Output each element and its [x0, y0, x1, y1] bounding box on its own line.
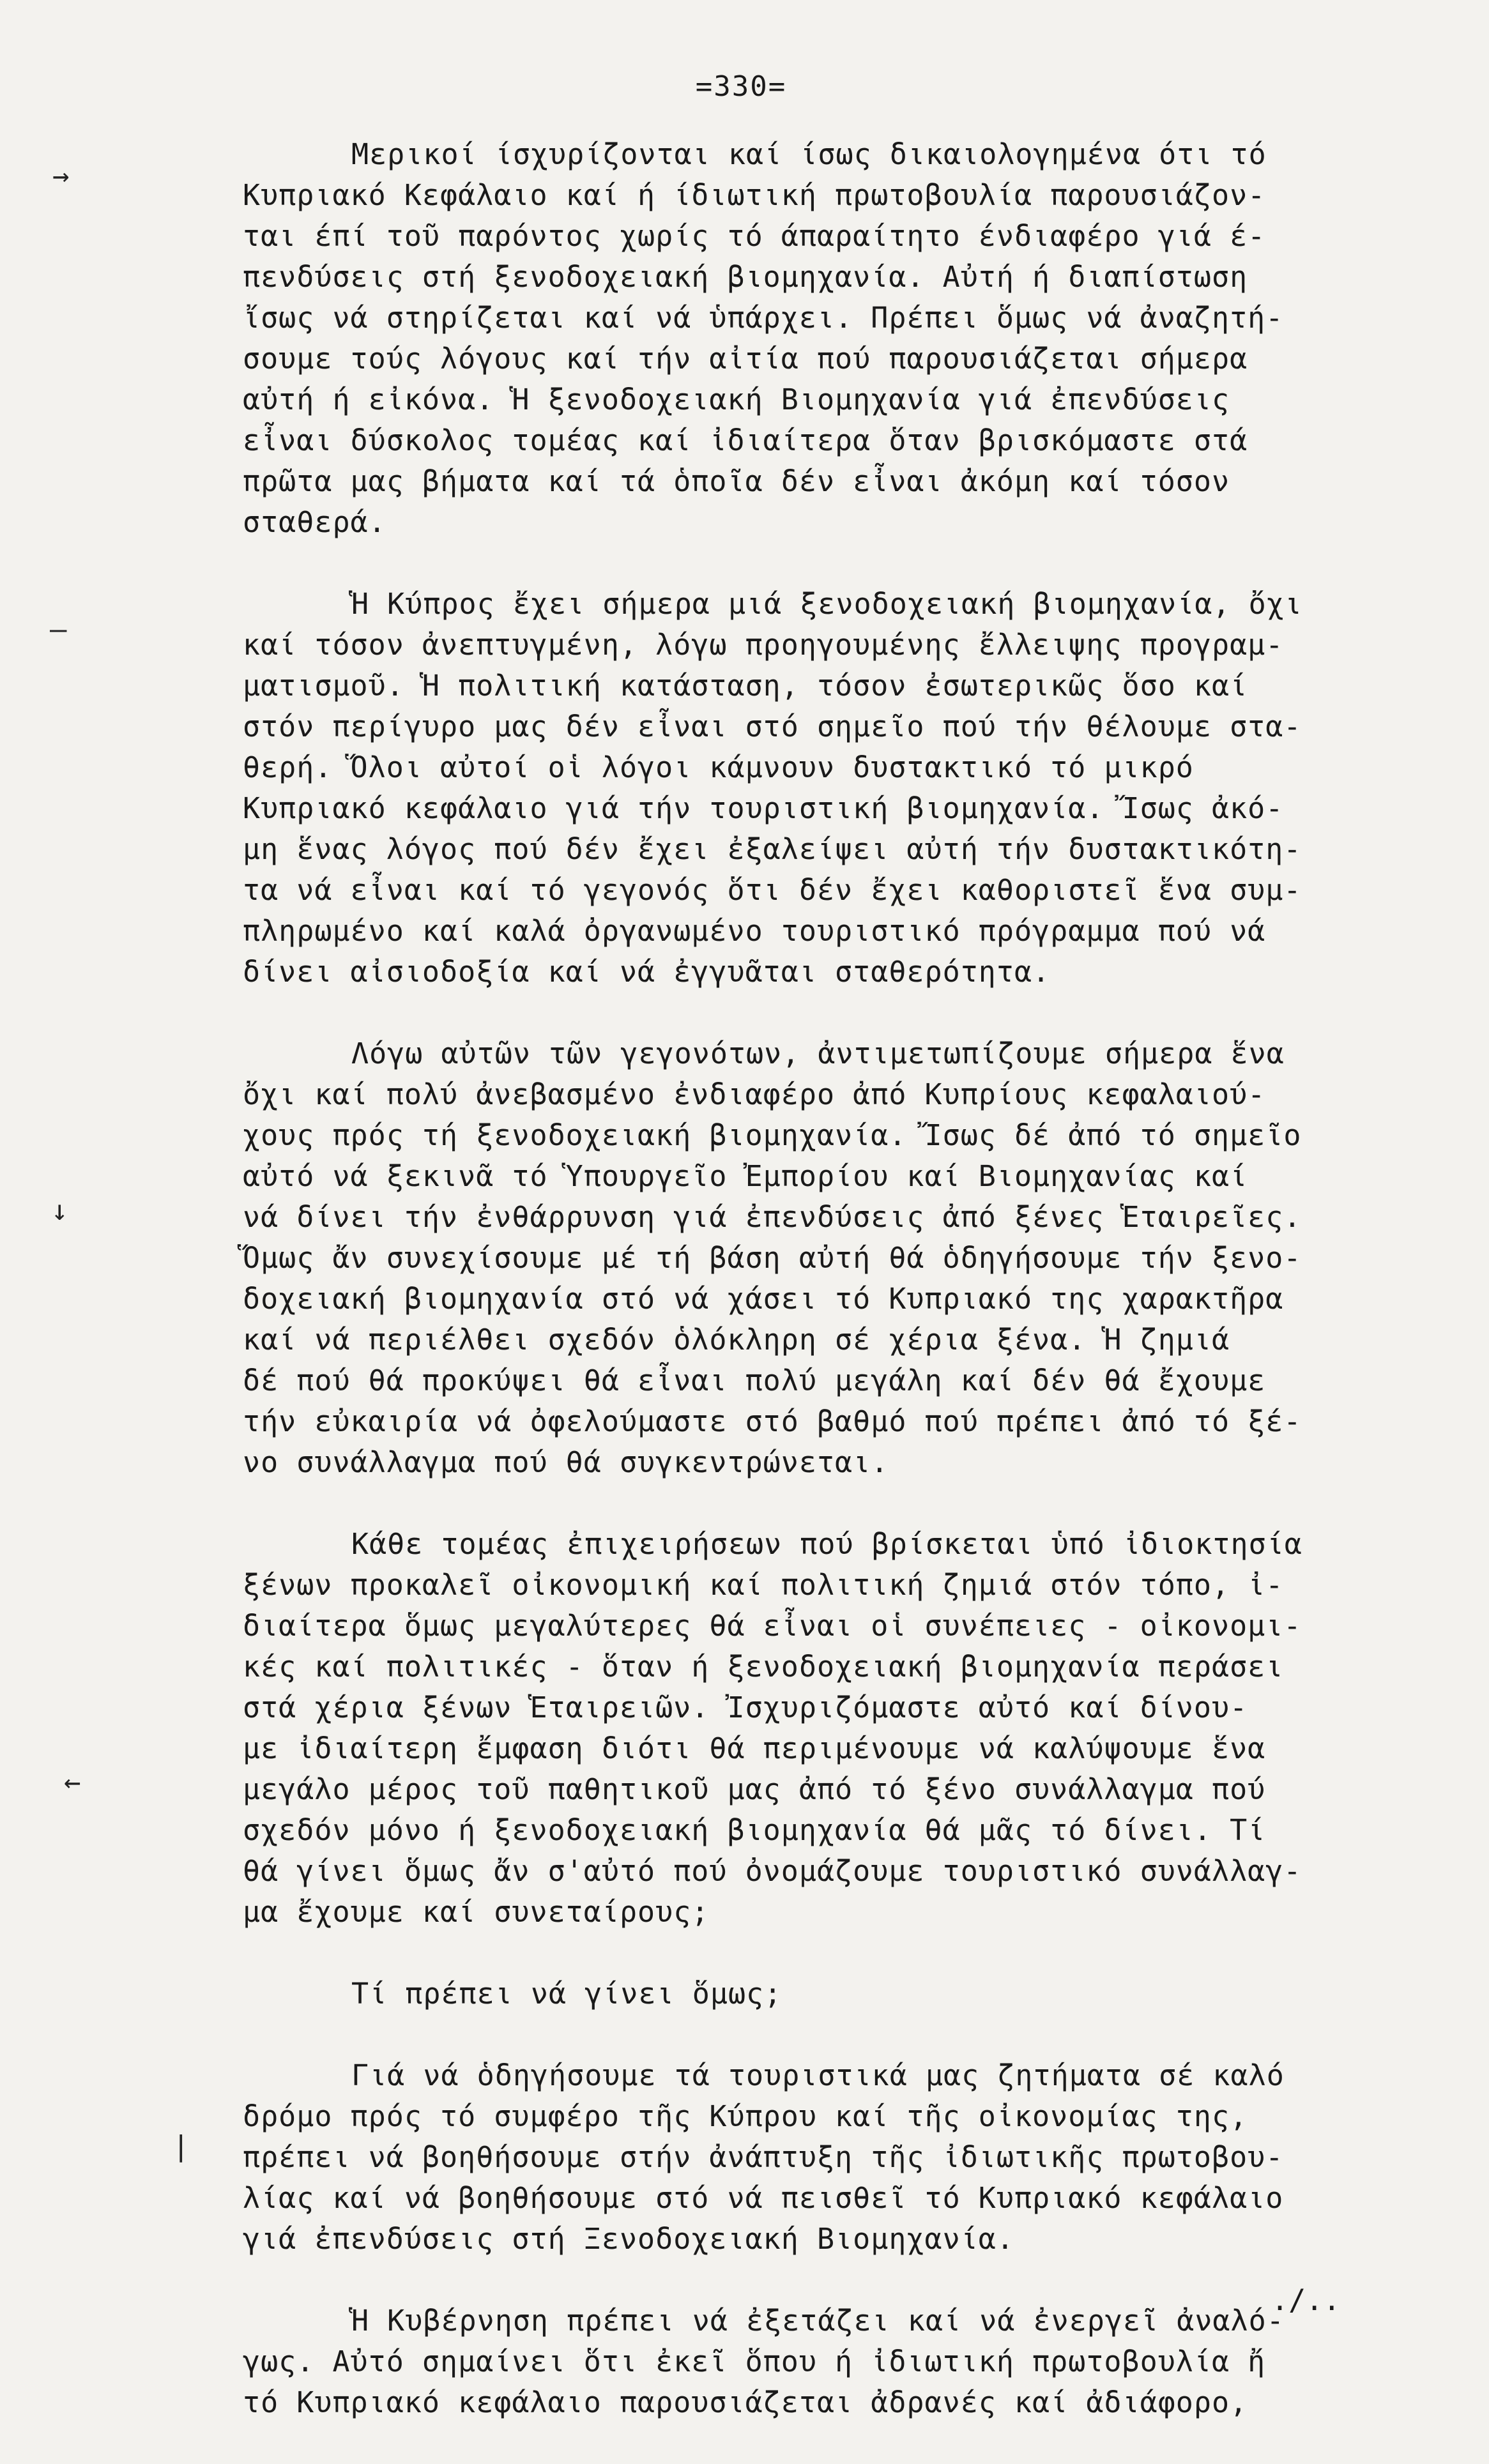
- paragraph: [243, 2300, 1412, 2423]
- text-line: Κυπριακό Κεφάλαιο καί ή ίδιωτική πρωτοβουλία παρουσιάζον-: [243, 178, 1266, 212]
- text-line: εἶναι δύσκολος τομέας καί ἰδιαίτερα ὅταν βρισκόμαστε στά: [243, 423, 1248, 457]
- text-line: πληρωμένο καί καλά ὀργανωμένο τουριστικό πρόγραμμα πού νά: [243, 914, 1266, 948]
- text-line: ματισμοῦ. Ἡ πολιτική κατάσταση, τόσον ἐσωτερικῶς ὅσο καί: [243, 669, 1248, 703]
- paragraph: [243, 1524, 1412, 1933]
- text-line: θά γίνει ὅμως ἄν σ'αὐτό πού ὀνομάζουμε τουριστικό συνάλλαγ-: [243, 1854, 1302, 1888]
- continuation-mark: ./..: [1271, 2283, 1341, 2317]
- text-line: θερή. Ὅλοι αὐτοί οἱ λόγοι κάμνουν δυστακτικό τό μικρό: [243, 750, 1194, 784]
- text-line: Ἡ Κυβέρνηση πρέπει νά ἐξετάζει καί νά ἐνεργεῖ ἀναλό-: [351, 2304, 1285, 2338]
- text-line: Κάθε τομέας ἐπιχειρήσεων πού βρίσκεται ὑπό ἰδιοκτησία: [351, 1527, 1302, 1561]
- text-line: πενδύσεις στή ξενοδοχειακή βιομηχανία. Αὐτή ή διαπίστωση: [243, 260, 1248, 294]
- paragraph: [243, 2055, 1412, 2260]
- text-line: πρέπει νά βοηθήσουμε στήν ἀνάπτυξη τῆς ἰδιωτικῆς πρωτοβου-: [243, 2140, 1284, 2174]
- text-line: στόν περίγυρο μας δέν εἶναι στό σημεῖο πού τήν θέλουμε στα-: [243, 710, 1302, 743]
- margin-tick-mark: ↓: [51, 1194, 68, 1227]
- text-line: ὄχι καί πολύ ἀνεβασμένο ἐνδιαφέρο ἀπό Κυπρίους κεφαλαιού-: [243, 1077, 1266, 1111]
- text-line: νο συνάλλαγμα πού θά συγκεντρώνεται.: [243, 1445, 889, 1479]
- text-line: με ἰδιαίτερη ἔμφαση διότι θά περιμένουμε νά καλύψουμε ἕνα: [243, 1731, 1266, 1765]
- text-line: γως. Αὐτό σημαίνει ὅτι ἐκεῖ ὅπου ή ἰδιωτική πρωτοβουλία ἤ: [243, 2345, 1266, 2378]
- text-line: δοχειακή βιομηχανία στό νά χάσει τό Κυπριακό της χαρακτῆρα: [243, 1282, 1284, 1316]
- text-line: καί νά περιέλθει σχεδόν ὁλόκληρη σέ χέρια ξένα. Ἡ ζημιά: [243, 1323, 1230, 1357]
- text-line: μεγάλο μέρος τοῦ παθητικοῦ μας ἀπό τό ξένο συνάλλαγμα πού: [243, 1772, 1266, 1806]
- paragraph: [243, 134, 1412, 543]
- text-line: ἴσως νά στηρίζεται καί νά ὑπάρχει. Πρέπει ὅμως νά ἀναζητή-: [243, 301, 1284, 335]
- text-line: Τί πρέπει νά γίνει ὅμως;: [351, 1977, 783, 2011]
- text-line: δίνει αἰσιοδοξία καί νά ἐγγυᾶται σταθερότητα.: [243, 955, 1051, 989]
- text-line: πρῶτα μας βήματα καί τά ὁποῖα δέν εἶναι ἀκόμη καί τόσον: [243, 464, 1230, 498]
- text-line: τήν εὐκαιρία νά ὀφελούμαστε στό βαθμό πού πρέπει ἀπό τό ξέ-: [243, 1404, 1302, 1438]
- text-line: μη ἕνας λόγος πού δέν ἔχει ἐξαλείψει αὐτή τήν δυστακτικότη-: [243, 832, 1302, 866]
- text-line: ξένων προκαλεῖ οἰκονομική καί πολιτική ζημιά στόν τόπο, ἰ-: [243, 1568, 1284, 1602]
- text-line: Λόγω αὐτῶν τῶν γεγονότων, ἀντιμετωπίζουμε σήμερα ἕνα: [351, 1037, 1285, 1070]
- text-line: μα ἔχουμε καί συνεταίρους;: [243, 1895, 710, 1929]
- document-body: [243, 134, 1412, 2464]
- text-line: σουμε τούς λόγους καί τήν αἰτία πού παρουσιάζεται σήμερα: [243, 342, 1248, 376]
- text-line: στά χέρια ξένων Ἑταιρειῶν. Ἰσχυριζόμαστε αὐτό καί δίνου-: [243, 1691, 1248, 1724]
- text-line: Κυπριακό κεφάλαιο γιά τήν τουριστική βιομηχανία. Ἴσως ἀκό-: [243, 791, 1284, 825]
- text-line: Ἡ Κύπρος ἔχει σήμερα μιά ξενοδοχειακή βιομηχανία, ὄχι: [351, 587, 1302, 621]
- paragraph: [243, 1973, 1412, 2014]
- margin-dash-mark: —: [50, 613, 67, 646]
- text-line: κές καί πολιτικές - ὅταν ή ξενοδοχειακή βιομηχανία περάσει: [243, 1650, 1284, 1684]
- text-line: διαίτερα ὅμως μεγαλύτερες θά εἶναι οἱ συνέπειες - οἰκονομι-: [243, 1609, 1302, 1643]
- text-line: τα νά εἶναι καί τό γεγονός ὅτι δέν ἔχει καθοριστεῖ ἕνα συμ-: [243, 873, 1302, 907]
- text-line: αὐτό νά ξεκινᾶ τό Ὑπουργεῖο Ἐμπορίου καί Βιομηχανίας καί: [243, 1159, 1248, 1193]
- text-line: σταθερά.: [243, 505, 386, 539]
- margin-bar-mark: |: [172, 2130, 190, 2163]
- text-line: αὐτή ή εἰκόνα. Ἡ ξενοδοχειακή Βιομηχανία γιά ἐπενδύσεις: [243, 383, 1230, 416]
- text-line: νά δίνει τήν ἐνθάρρυνση γιά ἐπενδύσεις ἀπό ξένες Ἑταιρεῖες.: [243, 1200, 1302, 1234]
- text-line: ται έπί τοῦ παρόντος χωρίς τό άπαραίτητο ένδιαφέρο γιά έ-: [243, 219, 1266, 253]
- text-line: Μερικοί ίσχυρίζονται καί ίσως δικαιολογημένα ότι τό: [351, 137, 1267, 171]
- margin-arrow-mark: →: [52, 160, 70, 192]
- text-line: δέ πού θά προκύψει θά εἶναι πολύ μεγάλη καί δέν θά ἔχουμε: [243, 1364, 1266, 1397]
- page-number: =330=: [695, 70, 787, 103]
- text-line: τό Κυπριακό κεφάλαιο παρουσιάζεται ἀδρανές καί ἀδιάφορο,: [243, 2385, 1248, 2419]
- paragraph: [243, 1033, 1412, 1483]
- text-line: γιά ἐπενδύσεις στή Ξενοδοχειακή Βιομηχανία.: [243, 2222, 1014, 2256]
- text-line: δρόμο πρός τό συμφέρο τῆς Κύπρου καί τῆς οἰκονομίας της,: [243, 2099, 1248, 2133]
- text-line: Γιά νά ὁδηγήσουμε τά τουριστικά μας ζητήματα σέ καλό: [351, 2058, 1285, 2092]
- margin-arrow-mark: ←: [64, 1766, 81, 1799]
- text-line: Ὅμως ἄν συνεχίσουμε μέ τή βάση αὐτή θά ὁδηγήσουμε τήν ξενο-: [243, 1241, 1302, 1275]
- text-line: καί τόσον ἀνεπτυγμένη, λόγω προηγουμένης ἔλλειψης προγραμ-: [243, 628, 1284, 662]
- text-line: χους πρός τή ξενοδοχειακή βιομηχανία. Ἴσως δέ ἀπό τό σημεῖο: [243, 1118, 1302, 1152]
- paragraph: [243, 584, 1412, 992]
- text-line: λίας καί νά βοηθήσουμε στό νά πεισθεῖ τό Κυπριακό κεφάλαιο: [243, 2181, 1284, 2215]
- text-line: σχεδόν μόνο ή ξενοδοχειακή βιομηχανία θά μᾶς τό δίνει. Τί: [243, 1813, 1266, 1847]
